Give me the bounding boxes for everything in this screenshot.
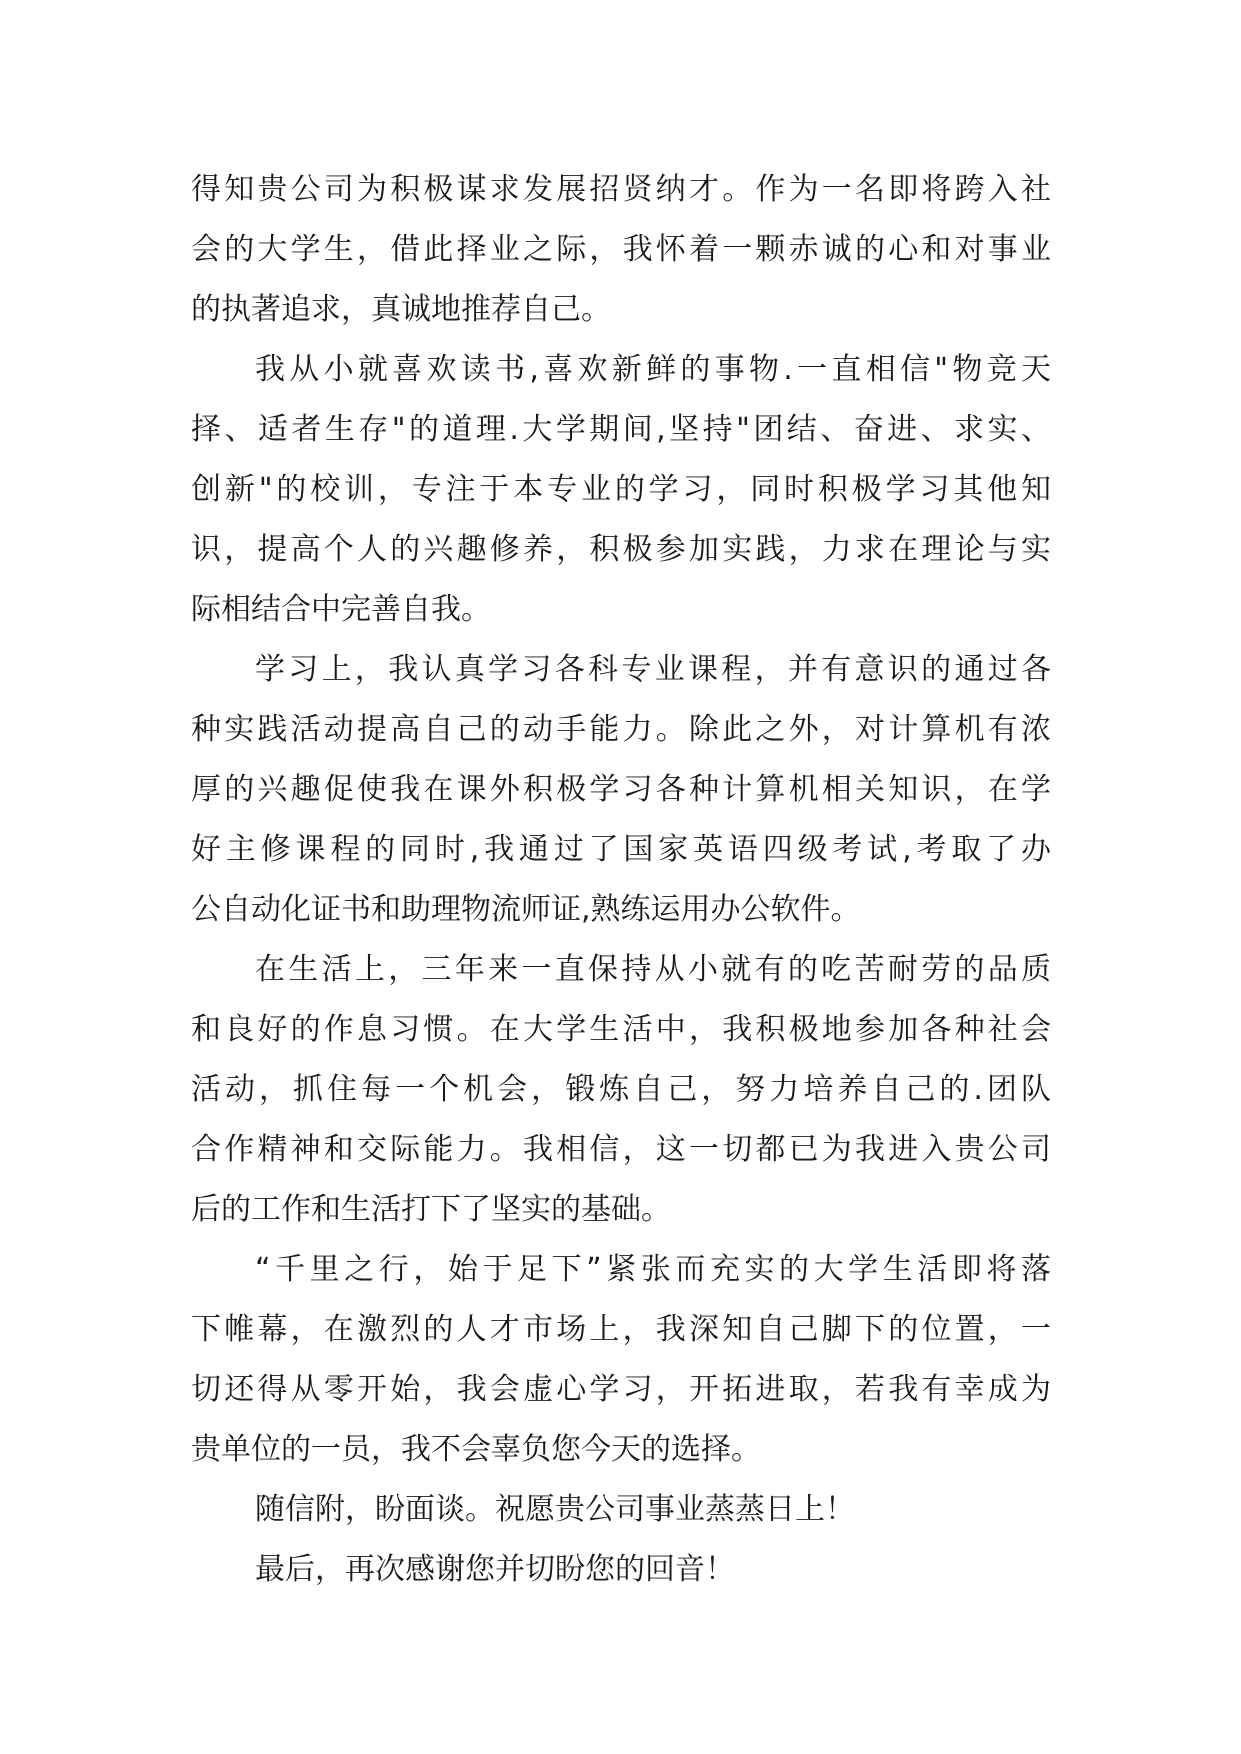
text-line: 的执著追求，真诚地推荐自己。 bbox=[191, 292, 611, 327]
text-line: “千里之行，始于足下”紧张而充实的大学生活即将落 bbox=[255, 1252, 1051, 1287]
text-line: 际相结合中完善自我。 bbox=[191, 592, 491, 627]
text-line: 下帷幕，在激烈的人才市场上，我深知自己脚下的位置，一 bbox=[191, 1312, 1051, 1347]
text-line: 和良好的作息习惯。在大学生活中，我积极地参加各种社会 bbox=[191, 1012, 1051, 1047]
text-line: 种实践活动提高自己的动手能力。除此之外，对计算机有浓 bbox=[191, 712, 1051, 747]
text-line: 我从小就喜欢读书,喜欢新鲜的事物.一直相信"物竞天 bbox=[255, 352, 1051, 387]
text-line: 切还得从零开始，我会虚心学习，开拓进取，若我有幸成为 bbox=[191, 1372, 1051, 1407]
text-line: 后的工作和生活打下了坚实的基础。 bbox=[191, 1192, 671, 1227]
text-line: 得知贵公司为积极谋求发展招贤纳才。作为一名即将跨入社 bbox=[191, 172, 1051, 207]
letter-body bbox=[191, 160, 1051, 1600]
text-line: 识，提高个人的兴趣修养，积极参加实践，力求在理论与实 bbox=[191, 532, 1051, 567]
text-line: 活动，抓住每一个机会，锻炼自己，努力培养自己的.团队 bbox=[191, 1072, 1051, 1107]
text-line: 会的大学生，借此择业之际，我怀着一颗赤诚的心和对事业 bbox=[191, 232, 1051, 267]
text-line: 贵单位的一员，我不会辜负您今天的选择。 bbox=[191, 1432, 761, 1467]
text-line: 厚的兴趣促使我在课外积极学习各种计算机相关知识，在学 bbox=[191, 772, 1051, 807]
text-line: 创新"的校训，专注于本专业的学习，同时积极学习其他知 bbox=[191, 472, 1051, 507]
text-line: 择、适者生存"的道理.大学期间,坚持"团结、奋进、求实、 bbox=[191, 412, 1051, 447]
text-line: 好主修课程的同时,我通过了国家英语四级考试,考取了办 bbox=[191, 832, 1051, 867]
text-line: 最后，再次感谢您并切盼您的回音！ bbox=[255, 1552, 735, 1587]
text-line: 在生活上，三年来一直保持从小就有的吃苦耐劳的品质 bbox=[255, 952, 1051, 987]
text-line: 学习上，我认真学习各科专业课程，并有意识的通过各 bbox=[255, 652, 1051, 687]
text-line: 合作精神和交际能力。我相信，这一切都已为我进入贵公司 bbox=[191, 1132, 1051, 1167]
text-line: 随信附，盼面谈。祝愿贵公司事业蒸蒸日上！ bbox=[255, 1492, 855, 1527]
text-line: 公自动化证书和助理物流师证,熟练运用办公软件。 bbox=[191, 892, 861, 927]
